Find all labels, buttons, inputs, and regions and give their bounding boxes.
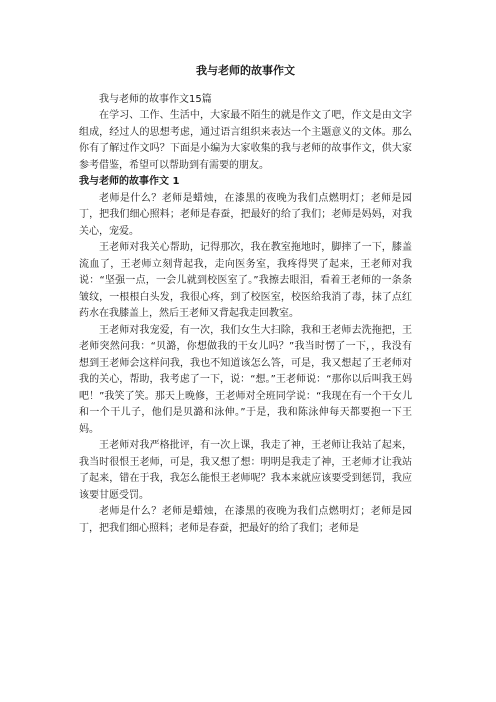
document-subtitle: 我与老师的故事作文15篇 [99,94,212,105]
body-paragraph: 王老师对我宠爱，有一次，我们女生大扫除，我和王老师去洗拖把，王老师突然问我：“贝潞，你想做我的干女儿吗？”我当时愣了一下，，我没有想到王老师会这样问我，我也不知道该怎么答，可是，我又想起了王老师对我的关心，帮助，我考虑了一下，说：“想。”王老师说：“那你以后叫我王妈吧！”我笑了笑。那天上晚修，王老师对全班同学说：“我现在有一个干女儿和一个干儿子，他们是贝潞和泳伸。”于是，我和陈泳伸每天都要抱一下王妈。 [79,324,412,435]
intro-paragraph: 在学习、工作、生活中，大家最不陌生的就是作文了吧，作文是由文字组成，经过人的思想考虑，通过语言组织来表达一个主题意义的文体。那么你有了解过作文吗？下面是小编为大家收集的我与老师的故事作文，供大家参考借鉴，希望可以帮助到有需要的朋友。 [79,110,412,171]
body-paragraph: 王老师对我严格批评，有一次上课，我走了神，王老师让我站了起来，我当时很恨王老师，可是，我又想了想：明明是我走了神，王老师才让我站了起来，错在于我，我怎么能恨王老师呢？我本来就应该要受到惩罚，我应该要甘愿受罚。 [79,440,412,501]
body-paragraph: 老师是什么？老师是蜡烛，在漆黑的夜晚为我们点燃明灯；老师是园丁，把我们细心照料；老师是春蚕，把最好的给了我们；老师是 [79,506,412,534]
document-title: 我与老师的故事作文 [196,64,295,77]
section-heading: 我与老师的故事作文 1 [79,176,180,187]
body-paragraph: 王老师对我关心帮助，记得那次，我在教室拖地时，脚摔了一下，膝盖流血了，王老师立刻背起我，走向医务室，我疼得哭了起来，王老师对我说：“坚强一点，一会儿就到校医室了。”我擦去眼泪，看着王老师的一条条皱纹，一根根白头发，我很心疼，到了校医室，校医给我消了毒，抹了点红药水在我膝盖上，然后王老师又背起我走回教室。 [79,242,412,319]
body-paragraph: 老师是什么？老师是蜡烛，在漆黑的夜晚为我们点燃明灯；老师是园丁，把我们细心照料；老师是春蚕，把最好的给了我们；老师是妈妈，对我关心，宠爱。 [79,192,412,237]
